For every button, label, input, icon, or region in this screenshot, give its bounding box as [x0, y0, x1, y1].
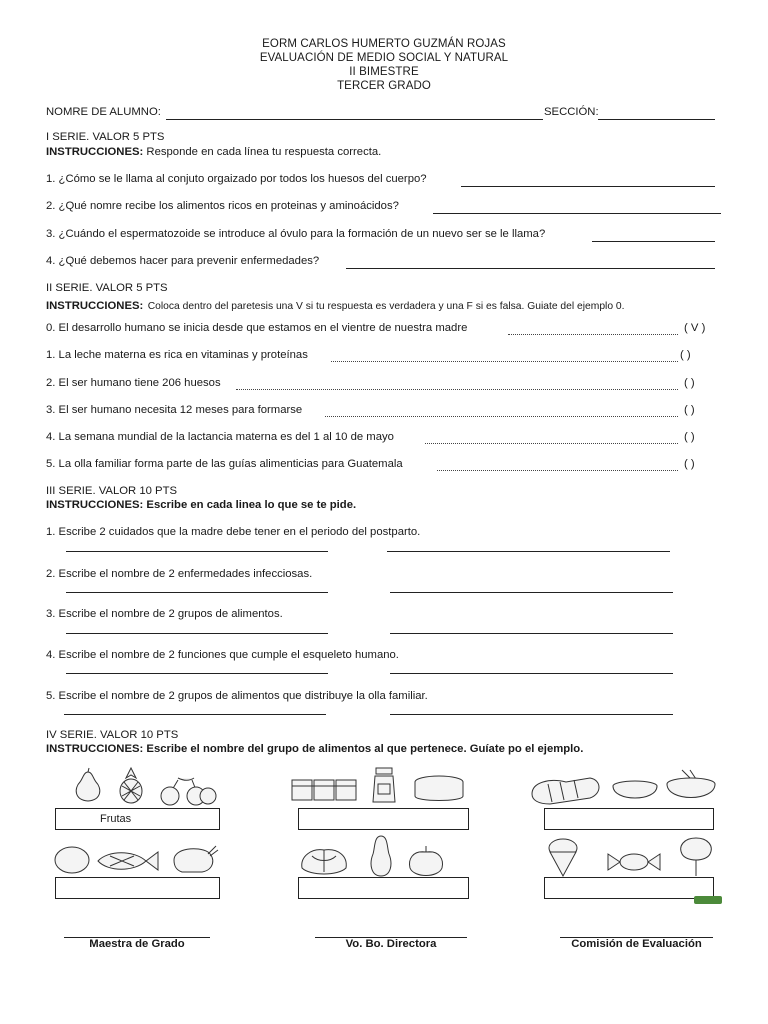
- bread-icon: [530, 774, 604, 806]
- cheese-icon: [412, 774, 466, 804]
- serie3-item: 4. Escribe el nombre de 2 funciones que cumple el esqueleto humano.: [46, 649, 399, 661]
- serie2-statement: 1. La leche materna es rica en vitaminas y proteínas: [46, 349, 308, 361]
- serie2-instr-text: Coloca dentro del paretesis una V si tu respuesta es verdadera y una F si es falsa. Guiate del ejemplo 0.: [147, 301, 625, 312]
- answer-line[interactable]: [390, 714, 673, 715]
- tf-answer[interactable]: ( ): [684, 458, 695, 470]
- answer-line[interactable]: [66, 673, 328, 674]
- signature-label: Maestra de Grado: [89, 938, 185, 950]
- green-mark: [694, 896, 722, 904]
- pear-icon: [66, 768, 110, 804]
- serie2-statement: 0. El desarrollo humano se inicia desde que estamos en el vientre de nuestra madre: [46, 322, 468, 334]
- dotted-leader: [325, 416, 678, 417]
- fish-icon: [94, 848, 160, 874]
- cherries-icon: [158, 776, 216, 806]
- serie4-instructions: [46, 743, 583, 755]
- exam-title: EVALUACIÓN DE MEDIO SOCIAL Y NATURAL: [259, 52, 509, 64]
- cotton-candy-icon: [676, 836, 716, 878]
- answer-box-proteins[interactable]: [55, 877, 220, 899]
- school-name: EORM CARLOS HUMERTO GUZMÁN ROJAS: [262, 38, 506, 50]
- serie4-title: IV SERIE. VALOR 10 PTS: [46, 729, 179, 741]
- serie1-answer-line[interactable]: [346, 268, 715, 269]
- tf-answer[interactable]: ( ): [684, 377, 695, 389]
- serie3-title: III SERIE. VALOR 10 PTS: [46, 485, 178, 497]
- dotted-leader: [425, 443, 678, 444]
- serie1-answer-line[interactable]: [433, 213, 721, 214]
- student-name-line[interactable]: [166, 119, 543, 120]
- dotted-leader: [236, 389, 678, 390]
- tf-answer[interactable]: ( ): [680, 349, 691, 361]
- serie1-answer-line[interactable]: [592, 241, 715, 242]
- signature-label: Comisión de Evaluación: [571, 938, 702, 950]
- egg-icon: [52, 844, 92, 874]
- candy-icon: [604, 852, 664, 872]
- answer-line[interactable]: [390, 592, 673, 593]
- serie1-instr-label: INSTRUCCIONES:: [46, 146, 144, 158]
- serie4-instr-text: Escribe el nombre del grupo de alimentos al que pertenece. Guíate po el ejemplo.: [146, 743, 584, 755]
- serie2-title: II SERIE. VALOR 5 PTS: [46, 282, 168, 294]
- answer-box-vegetables[interactable]: [298, 877, 469, 899]
- ice-cream-icon: [546, 838, 580, 878]
- serie2-statement: 3. El ser humano necesita 12 meses para formarse: [46, 404, 303, 416]
- lettuce-icon: [298, 846, 350, 876]
- student-name-label: NOMRE DE ALUMNO:: [46, 106, 161, 118]
- yogurt-icon: [290, 776, 362, 804]
- serie1-instr-text: Responde en cada línea tu respuesta correcta.: [146, 146, 382, 158]
- answer-line[interactable]: [66, 592, 328, 593]
- answer-line[interactable]: [66, 633, 328, 634]
- serie1-answer-line[interactable]: [461, 186, 715, 187]
- serie3-instr-text: Escribe en cada linea lo que se te pide.: [146, 499, 357, 511]
- serie2-statement: 5. La olla familiar forma parte de las guías alimenticias para Guatemala: [46, 458, 403, 470]
- serie3-item: 5. Escribe el nombre de 2 grupos de alimentos que distribuye la olla familiar.: [46, 690, 428, 702]
- serie3-instructions: [46, 499, 356, 511]
- rice-bowl-icon: [664, 768, 718, 806]
- serie3-item: 1. Escribe 2 cuidados que la madre debe tener en el periodo del postparto.: [46, 526, 421, 538]
- serie1-question: 1. ¿Cómo se le llama al conjuto orgaizado por todos los huesos del cuerpo?: [46, 173, 427, 185]
- serie1-question: 2. ¿Qué nomre recibe los alimentos ricos en proteinas y aminoácidos?: [46, 200, 399, 212]
- serie4-instr-label: INSTRUCCIONES:: [46, 743, 144, 755]
- serie1-instructions: [46, 146, 381, 158]
- serie2-instructions: [46, 296, 625, 314]
- tf-answer[interactable]: ( ): [684, 404, 695, 416]
- serie1-title: I SERIE. VALOR 5 PTS: [46, 131, 165, 143]
- answer-line[interactable]: [390, 673, 673, 674]
- squash-icon: [366, 834, 396, 878]
- serie3-item: 2. Escribe el nombre de 2 enfermedades infecciosas.: [46, 568, 313, 580]
- milk-bottle-icon: [370, 766, 398, 804]
- dotted-leader: [437, 470, 678, 471]
- answer-line[interactable]: [390, 633, 673, 634]
- section-line[interactable]: [598, 119, 715, 120]
- chicken-icon: [168, 842, 218, 876]
- answer-line[interactable]: [64, 714, 326, 715]
- serie2-statement: 4. La semana mundial de la lactancia materna es del 1 al 10 de mayo: [46, 431, 394, 443]
- answer-line[interactable]: [66, 551, 328, 552]
- answer-box-sweets[interactable]: [544, 877, 714, 899]
- dotted-leader: [331, 361, 678, 362]
- answer-box-example[interactable]: [55, 808, 220, 830]
- serie1-question: 4. ¿Qué debemos hacer para prevenir enfermedades?: [46, 255, 320, 267]
- example-answer: Frutas: [100, 813, 132, 825]
- answer-box-grains[interactable]: [544, 808, 714, 830]
- section-label: SECCIÓN:: [544, 106, 599, 118]
- answer-box-dairy[interactable]: [298, 808, 469, 830]
- pineapple-icon: [114, 766, 148, 804]
- signature-label: Vo. Bo. Directora: [345, 938, 437, 950]
- tomato-icon: [406, 846, 446, 878]
- serie2-statement: 2. El ser humano tiene 206 huesos: [46, 377, 221, 389]
- serie2-instr-label: INSTRUCCIONES:: [46, 300, 144, 312]
- dotted-leader: [508, 334, 678, 335]
- answer-line[interactable]: [387, 551, 670, 552]
- tf-answer[interactable]: ( V ): [684, 322, 706, 334]
- exam-period: II BIMESTRE: [349, 66, 419, 78]
- serie3-instr-label: INSTRUCCIONES:: [46, 499, 144, 511]
- serie3-item: 3. Escribe el nombre de 2 grupos de alimentos.: [46, 608, 283, 620]
- tf-answer[interactable]: ( ): [684, 431, 695, 443]
- exam-grade: TERCER GRADO: [337, 80, 431, 92]
- bowl-icon: [610, 780, 660, 804]
- serie1-question: 3. ¿Cuándo el espermatozoide se introduce al óvulo para la formación de un nuevo ser se le llama?: [46, 228, 546, 240]
